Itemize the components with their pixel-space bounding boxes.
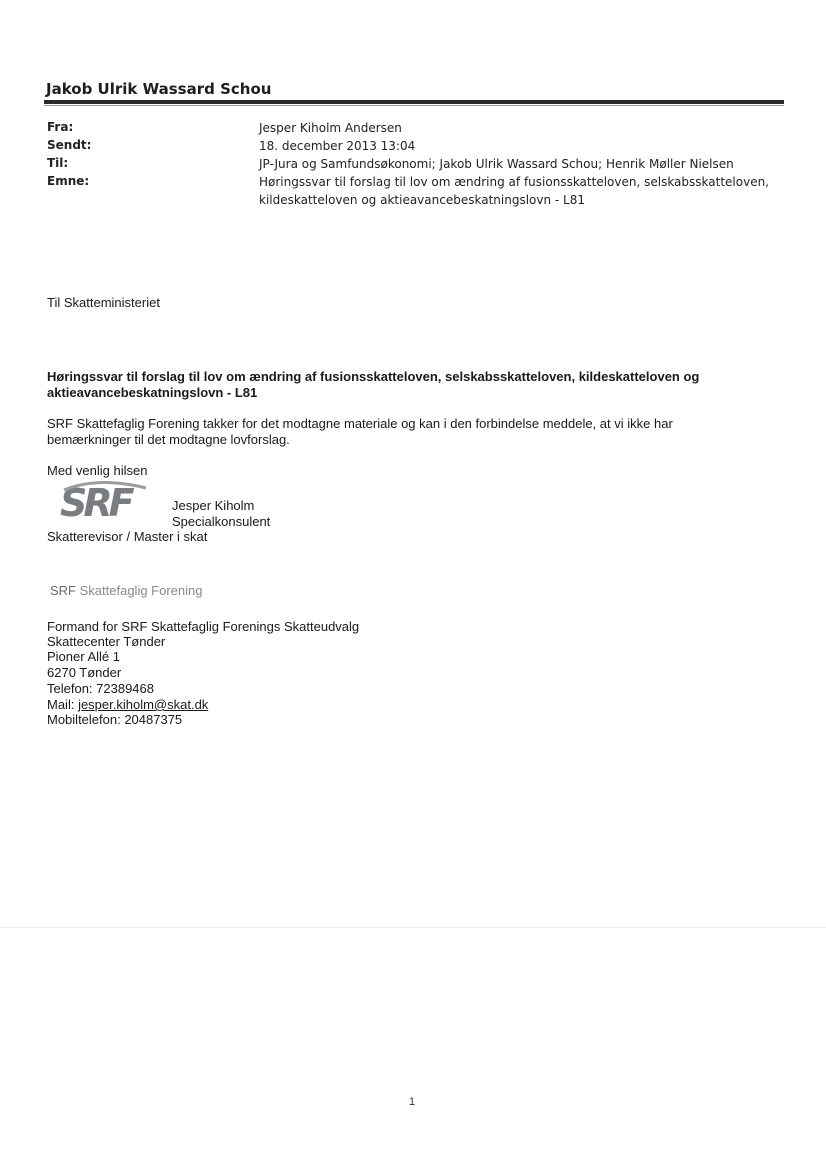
- signature-mail: [47, 697, 208, 713]
- page-number: 1: [409, 1096, 416, 1108]
- header-rule: [44, 100, 784, 104]
- closing-line: Med venlig hilsen: [47, 463, 148, 478]
- to-label: Til:: [47, 156, 69, 170]
- sent-value: 18. december 2013 13:04: [259, 139, 416, 153]
- body-paragraph-line1: SRF Skattefaglig Forening takker for det modtagne materiale og kan i den forbindelse meddele, at vi ikke har: [47, 416, 673, 431]
- signature-street: Pioner Allé 1: [47, 649, 120, 664]
- srf-logo-text: SRF: [60, 481, 131, 524]
- signature-name: Jesper Kiholm: [172, 498, 255, 513]
- organization-rest: Skattefaglig Forening: [79, 583, 203, 598]
- signature-role: Skatterevisor / Master i skat: [47, 529, 208, 544]
- subject-label: Emne:: [47, 174, 90, 188]
- mailbox-owner-name: Jakob Ulrik Wassard Schou: [46, 80, 272, 98]
- header-rule-thin: [44, 105, 784, 106]
- mail-link[interactable]: jesper.kiholm@skat.dk: [78, 697, 209, 712]
- recipient-line: Til Skatteministeriet: [47, 295, 160, 310]
- organization-prefix: SRF: [50, 583, 76, 598]
- scan-fold-line: [0, 927, 826, 928]
- srf-logo: [58, 478, 150, 524]
- body-paragraph-line2: bemærkninger til det modtagne lovforslag.: [47, 432, 290, 447]
- letter-heading-line1: Høringssvar til forslag til lov om ændring af fusionsskatteloven, selskabsskatteloven, kildeskatteloven og: [47, 369, 700, 384]
- subject-value-line2: kildeskatteloven og aktieavancebeskatningslovn - L81: [259, 193, 585, 207]
- signature-title: Specialkonsulent: [172, 514, 271, 529]
- to-value: JP-Jura og Samfundsøkonomi; Jakob Ulrik Wassard Schou; Henrik Møller Nielsen: [259, 157, 734, 171]
- subject-value-line1: Høringssvar til forslag til lov om ændring af fusionsskatteloven, selskabsskatteloven,: [259, 175, 769, 189]
- letter-heading-line2: aktieavancebeskatningslovn - L81: [47, 385, 258, 400]
- organization-name: [50, 583, 202, 599]
- signature-mobile: Mobiltelefon: 20487375: [47, 712, 183, 727]
- signature-phone: Telefon: 72389468: [47, 681, 154, 696]
- mail-label: Mail:: [47, 697, 79, 712]
- from-label: Fra:: [47, 120, 74, 134]
- signature-city: 6270 Tønder: [47, 665, 122, 680]
- sent-label: Sendt:: [47, 138, 92, 152]
- signature-position: Formand for SRF Skattefaglig Forenings Skatteudvalg: [47, 619, 360, 634]
- signature-office: Skattecenter Tønder: [47, 634, 166, 649]
- from-value: Jesper Kiholm Andersen: [259, 121, 402, 135]
